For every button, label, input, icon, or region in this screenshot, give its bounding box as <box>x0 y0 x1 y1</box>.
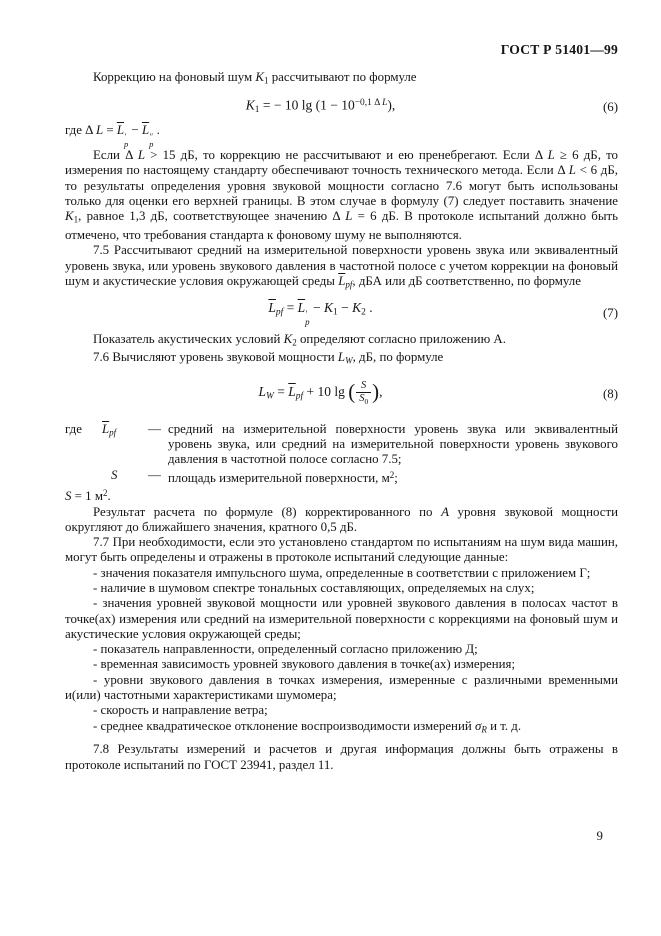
seg-big: ( <box>348 379 356 404</box>
seg-text: - показатель направленности, определенный согласно приложению Д; <box>93 642 478 657</box>
paragraph-7-8 <box>65 742 618 773</box>
seg-i: S <box>65 489 72 504</box>
seg-i: K <box>283 331 293 346</box>
page-number: 9 <box>596 829 603 843</box>
seg-text: , <box>379 384 383 400</box>
seg-i: σ <box>474 718 482 733</box>
seg-text: . <box>107 489 111 504</box>
definition-gde-label: где <box>65 421 82 436</box>
formula-6 <box>65 96 576 118</box>
seg-text: - уровни звукового давления в точках измерения, измеренные с различными временными и(или) частотными характеристиками шумомера; <box>65 672 618 703</box>
seg-text: , дБА или дБ соответственно, по формуле <box>352 274 581 289</box>
formula-7-row <box>65 300 618 327</box>
seg-text: 7.7 При необходимости, если это установлено стандартом по испытаниям на шум вида машин, могут быть определены и отражены в протоколе испытаний следующие данные: <box>65 535 618 565</box>
seg-text: − <box>309 299 324 315</box>
list-item-tonal-components <box>65 581 618 596</box>
formula-8-number: (8) <box>602 386 618 401</box>
seg-iover: $\overline{L}$ <box>268 299 276 315</box>
seg-text: где Δ <box>65 123 96 138</box>
seg-text: − <box>128 123 142 138</box>
seg-i: L <box>137 148 145 163</box>
seg-text: = <box>273 384 289 400</box>
list-item-time-dependence <box>65 657 618 672</box>
seg-sub: 2 <box>361 307 366 318</box>
seg-text: = <box>283 299 298 315</box>
seg-sup: 2 <box>389 469 395 480</box>
list-item-std-deviation <box>65 719 618 738</box>
list-item-sound-pressure <box>65 673 618 704</box>
seg-text: средний на измерительной поверхности уровень звука или эквивалентный уровень звука, или средний на измерительной поверхности уровень звукового давления в частотной полосе согласно 7.5; <box>168 421 618 467</box>
formula-7-number: (7) <box>602 305 618 320</box>
list-item-power-levels <box>65 596 618 642</box>
seg-stack: ′ p <box>124 130 129 150</box>
paragraph-7-7 <box>65 535 618 566</box>
seg-text: ; <box>394 470 398 485</box>
seg-text: = − 10 lg (1 − 10 <box>259 97 355 113</box>
formula-6-number: (6) <box>602 99 618 114</box>
seg-text: Коррекцию на фоновый шум <box>93 70 256 85</box>
seg-sub: 1 <box>263 75 269 86</box>
definition-row-s <box>65 468 618 486</box>
definition-text-s <box>168 468 618 486</box>
seg-subi: pf <box>109 427 117 438</box>
seg-stack: ′ p <box>305 308 310 328</box>
seg-text: ≥ 6 дБ, то измерения по настоящему стандарту обеспечивают точность технического метода. Если Δ <box>65 148 618 178</box>
seg-sub: 1 <box>73 214 79 225</box>
formula-7 <box>65 300 576 327</box>
seg-i: K <box>323 299 333 315</box>
seg-sup: −0,1 Δ <box>354 98 383 109</box>
seg-text: - значения уровней звуковой мощности или уровней звукового давления в полосах частот в точке(ах) измерения или средний на измерительной поверхности с коррекциями на фоновый шум и акустические условия окружающей среды; <box>65 596 618 641</box>
list-item-directivity <box>65 642 618 657</box>
seg-i: K <box>255 70 264 85</box>
seg-i: L <box>258 384 266 400</box>
seg-text: уровня звуковой мощности округляют до ближайшего значения, кратного 0,5 дБ. <box>65 504 618 534</box>
seg-text: определяют согласно приложению А. <box>296 331 506 346</box>
seg-text: - среднее квадратическое отклонение воспроизводимости измерений <box>93 718 475 733</box>
seg-text: площадь измерительной поверхности, м <box>168 470 390 485</box>
seg-text: . <box>365 299 373 315</box>
seg-subi: pf <box>295 391 304 402</box>
seg-sub: 1 <box>254 105 260 115</box>
seg-subi: W <box>345 355 353 366</box>
seg-iover: $\overline{L}$ <box>297 299 306 315</box>
seg-text: - наличие в шумовом спектре тональных составляющих, определяемых на слух; <box>93 580 535 595</box>
seg-text: + 10 lg <box>303 384 349 400</box>
seg-text: Показатель акустических условий <box>93 331 284 346</box>
seg-text: = <box>103 123 117 138</box>
paragraph-7-5 <box>65 243 618 292</box>
seg-text: и т. д. <box>486 718 522 733</box>
seg-text: - временная зависимость уровней звукового давления в точке(ах) измерения; <box>93 657 516 672</box>
seg-text: > 15 дБ, то коррекцию не рассчитывают и ею пренебрегают. Если Δ <box>145 148 548 163</box>
paragraph-where-6 <box>65 123 618 148</box>
seg-i: L <box>345 209 353 224</box>
seg-supi: L <box>382 98 388 109</box>
seg-iover: $\overline{L}$ <box>288 384 296 400</box>
seg-i: L <box>568 163 576 178</box>
seg-subi: W <box>266 391 274 402</box>
seg-subi: pf <box>275 307 284 318</box>
seg-iover: $\overline{L}$ <box>338 274 346 289</box>
seg-text: , равное 1,3 дБ, соответствующее значению Δ <box>78 209 346 224</box>
seg-iover: $\overline{L}$ <box>116 123 125 138</box>
seg-i: K <box>352 299 362 315</box>
seg-sup: 2 <box>103 488 108 499</box>
seg-frac: $\frac{S}{S_0}$ <box>356 380 371 406</box>
definition-dash: — <box>148 421 161 436</box>
seg-text: . <box>153 123 160 138</box>
definition-dash: — <box>148 467 161 482</box>
seg-text: Результат расчета по формуле (8) корректированного по <box>93 504 442 519</box>
seg-text: - значения показателя импульсного шума, определенные в соответствии с приложением Г; <box>93 565 591 580</box>
formula-8-row <box>65 377 618 412</box>
document-header: ГОСТ Р 51401—99 <box>500 42 618 57</box>
seg-i: K <box>65 209 74 224</box>
seg-text: 7.5 Рассчитывают средний на измерительной поверхности уровень звука или эквивалентный уровень звука, или уровень звукового давления в частотной полосе с учетом коррекции на фоновый шум и акустические условия окружающей среды <box>65 243 618 289</box>
seg-text: = 1 м <box>71 489 103 504</box>
list-item-impulse-noise <box>65 566 618 581</box>
seg-text: , дБ, по формуле <box>352 350 444 365</box>
seg-i: L <box>547 148 555 163</box>
seg-iover: $\overline{L}$ <box>141 123 150 138</box>
seg-i: A <box>441 504 449 519</box>
seg-sub: 2 <box>292 337 297 348</box>
seg-text: Если Δ <box>93 148 138 163</box>
seg-text: 7.8 Результаты измерений и расчетов и другая информация должны быть отражены в протоколе испытаний по ГОСТ 23941, раздел 11. <box>65 742 618 772</box>
seg-subi: R <box>481 724 487 735</box>
formula-8 <box>65 377 576 412</box>
list-item-wind <box>65 703 618 718</box>
seg-big: ) <box>372 379 380 404</box>
seg-text: рассчитывают по формуле <box>268 70 417 85</box>
paragraph-s-equals <box>65 486 618 504</box>
seg-sub: 1 <box>333 307 338 318</box>
seg-text: < 6 дБ, то результаты определения уровня звуковой мощности согласно 7.6 могут быть использованы только для оценки его верхней границы. В этом случае в формулу (7) следует поставить значение <box>65 163 618 209</box>
seg-i: S <box>111 467 118 482</box>
definition-term-lpf <box>102 422 148 468</box>
definitions-block <box>65 422 618 486</box>
paragraph-intro <box>65 70 618 89</box>
seg-text: 7.6 Вычисляют уровень звуковой мощности <box>93 350 338 365</box>
seg-i: L <box>95 123 104 138</box>
seg-stack: ″ p <box>149 130 154 150</box>
definition-row-lpf <box>65 422 618 468</box>
seg-iover: $\overline{L}$ <box>102 421 110 436</box>
paragraph-7-6 <box>65 350 618 369</box>
seg-text: = 6 дБ. В протоколе испытаний должно быть отмечено, что требования стандарта к фоновому шуму не выполняются. <box>65 209 618 243</box>
paragraph-result <box>65 505 618 536</box>
seg-text: ), <box>387 97 396 113</box>
seg-subi: pf <box>345 279 353 290</box>
seg-i: K <box>245 97 255 113</box>
paragraph-esli <box>65 148 618 243</box>
paragraph-k2 <box>65 332 618 351</box>
definition-term-s <box>102 468 148 486</box>
seg-i: L <box>337 350 346 365</box>
definition-text-lpf <box>168 422 618 468</box>
seg-text: - скорость и направление ветра; <box>93 703 268 718</box>
formula-6-row <box>65 96 618 118</box>
seg-text: − <box>337 299 353 315</box>
